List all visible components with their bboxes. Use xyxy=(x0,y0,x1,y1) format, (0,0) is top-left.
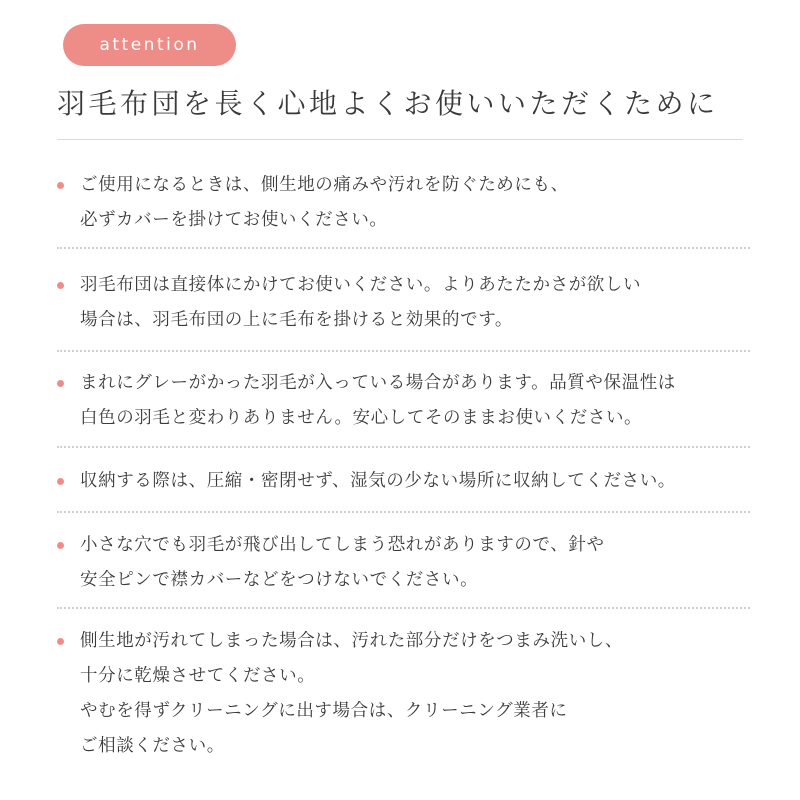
dotted-separator xyxy=(57,446,750,448)
bullet-dot xyxy=(57,478,64,485)
item-line: 小さな穴でも羽毛が飛び出してしまう恐れがありますので、針や xyxy=(80,535,605,555)
bullet-dot xyxy=(57,182,64,189)
page-title: 羽毛布団を長く心地よくお使いいただくために xyxy=(57,87,719,120)
item-line: 十分に乾燥させてください。 xyxy=(80,666,316,686)
dotted-separator xyxy=(57,511,750,513)
item-line: 安全ピンで襟カバーなどをつけないでください。 xyxy=(80,570,479,590)
bullet-dot xyxy=(57,638,64,645)
item-line: 場合は、羽毛布団の上に毛布を掛けると効果的です。 xyxy=(80,310,513,330)
item-line: 必ずカバーを掛けてお使いください。 xyxy=(80,210,388,230)
title-divider xyxy=(57,139,743,140)
item-line: ご使用になるときは、側生地の痛みや汚れを防ぐためにも、 xyxy=(80,175,569,195)
dotted-separator xyxy=(57,607,750,609)
dotted-separator xyxy=(57,247,750,249)
bullet-dot xyxy=(57,380,64,387)
item-line: 白色の羽毛と変わりありません。安心してそのままお使いください。 xyxy=(80,408,643,428)
dotted-separator xyxy=(57,350,750,352)
item-line: やむを得ずクリーニングに出す場合は、クリーニング業者に xyxy=(80,701,568,721)
item-line: 羽毛布団は直接体にかけてお使いください。よりあたたかさが欲しい xyxy=(80,275,642,295)
item-line: 収納する際は、圧縮・密閉せず、湿気の少ない場所に収納してください。 xyxy=(80,471,676,491)
bullet-dot xyxy=(57,542,64,549)
attention-badge: attention xyxy=(63,24,236,66)
item-line: ご相談ください。 xyxy=(80,736,225,756)
bullet-dot xyxy=(57,282,64,289)
item-line: まれにグレーがかった羽毛が入っている場合があります。品質や保温性は xyxy=(80,373,676,393)
item-line: 側生地が汚れてしまった場合は、汚れた部分だけをつまみ洗いし、 xyxy=(80,631,623,651)
